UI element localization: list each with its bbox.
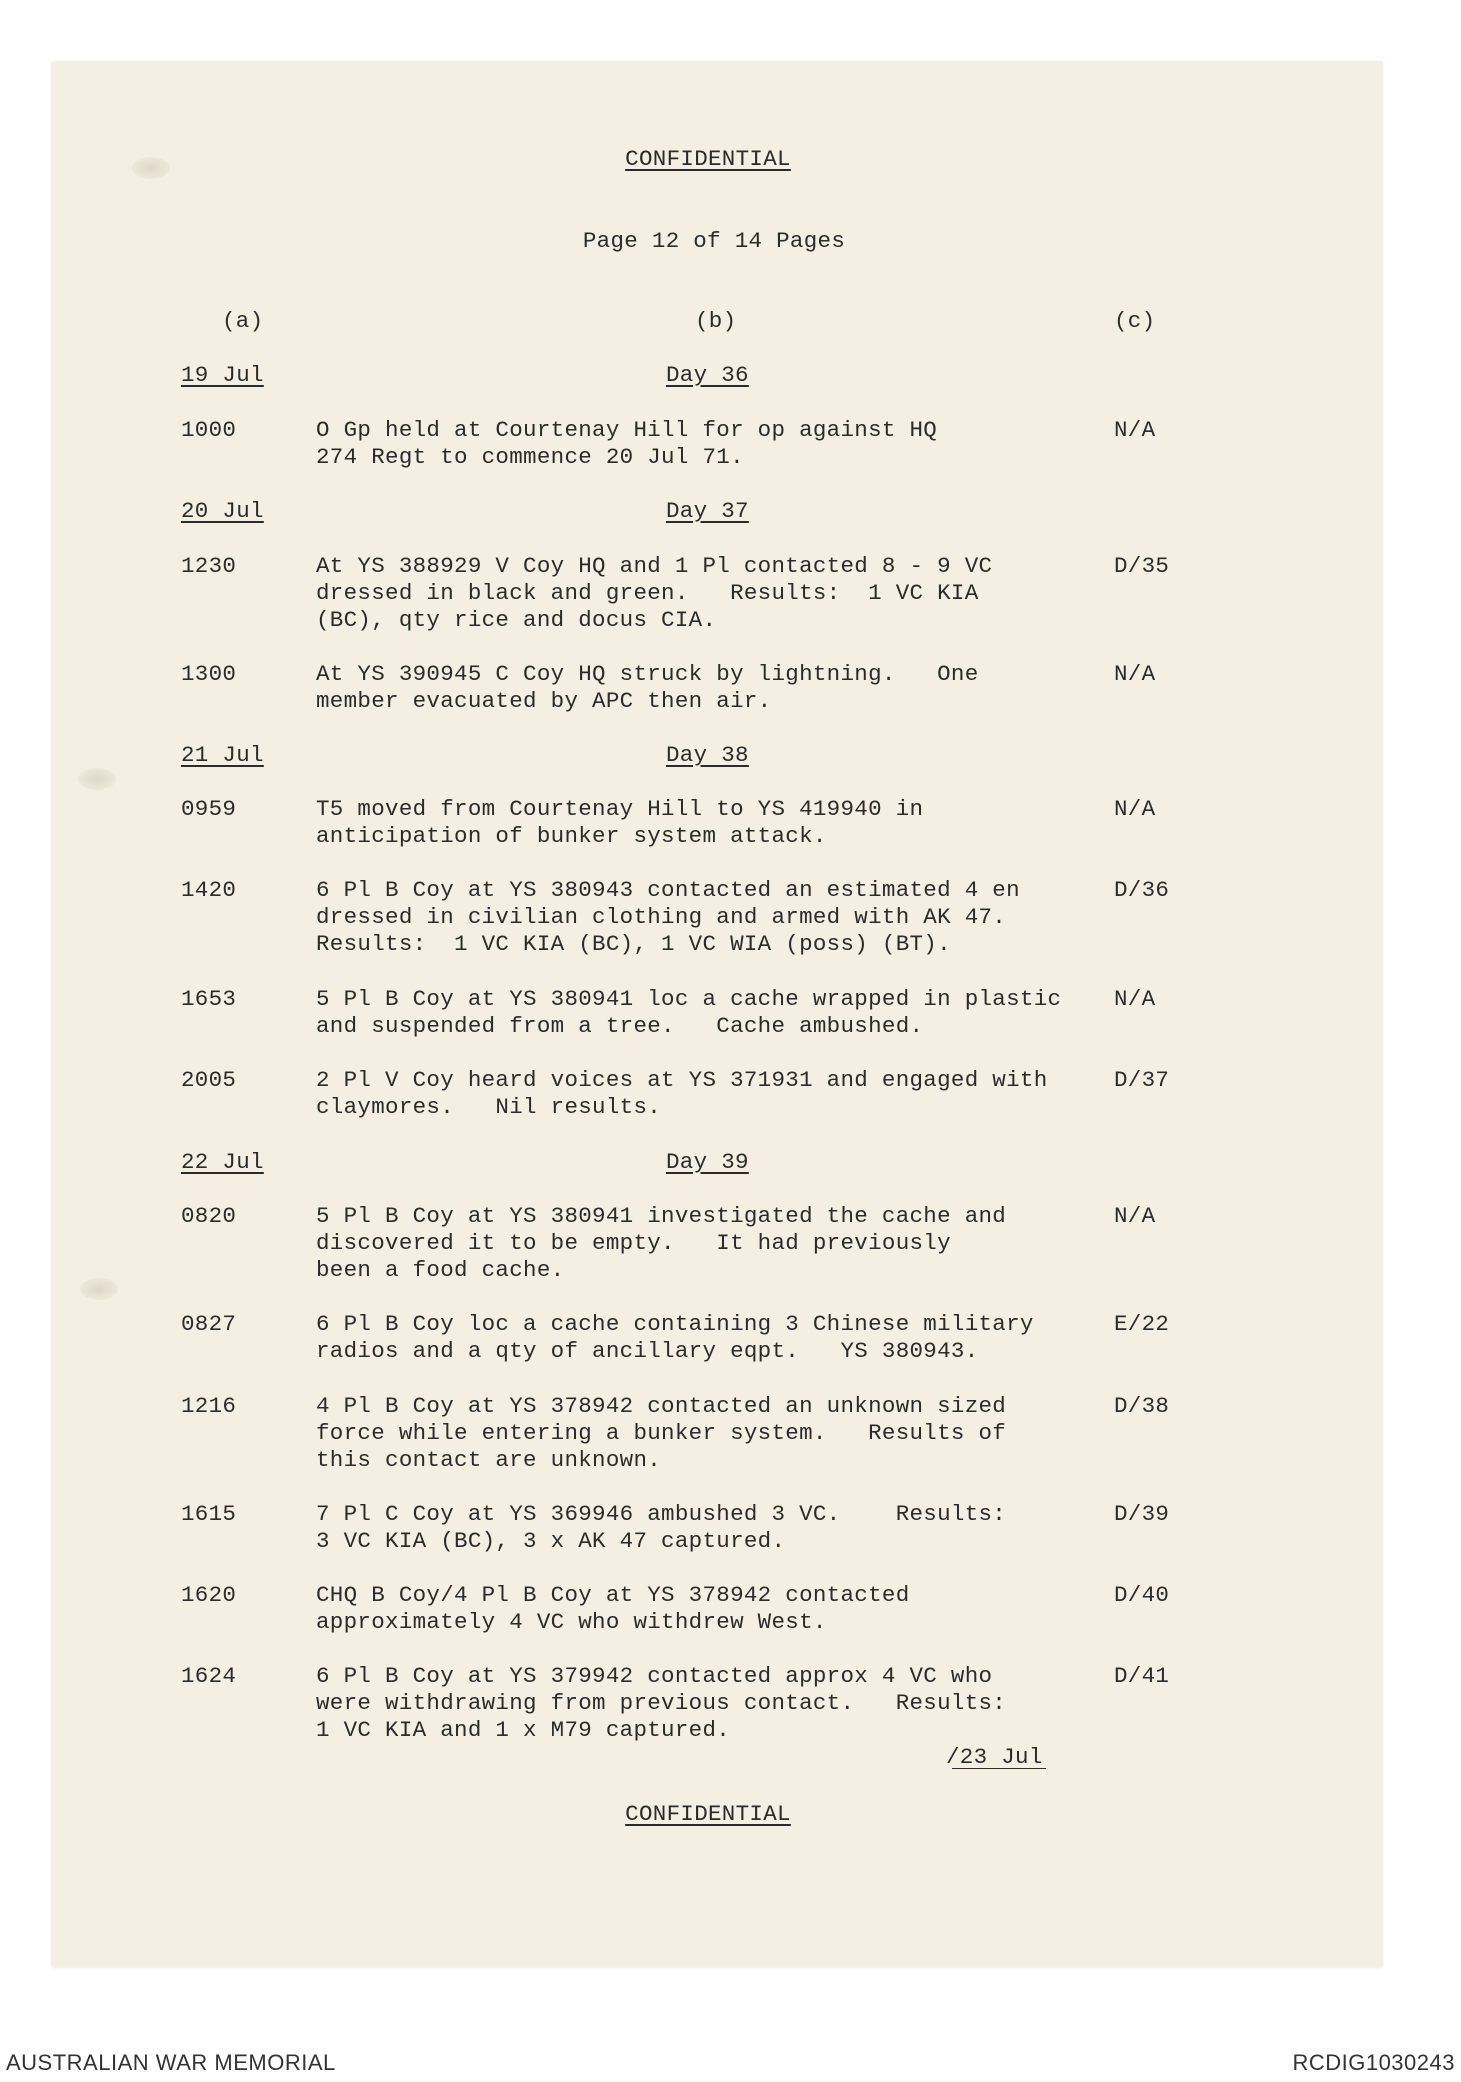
entry-ref: E/22 bbox=[1114, 1311, 1170, 1337]
column-heading-b: (b) bbox=[695, 308, 737, 334]
day-heading: Day 39 bbox=[666, 1149, 749, 1175]
entry-text: 7 Pl C Coy at YS 369946 ambushed 3 VC. Results: 3 VC KIA (BC), 3 x AK 47 captured. bbox=[316, 1501, 1007, 1554]
entry-ref: D/35 bbox=[1114, 553, 1170, 579]
entry-ref: N/A bbox=[1114, 1203, 1156, 1229]
entry-ref: D/37 bbox=[1114, 1067, 1170, 1093]
day-heading: Day 37 bbox=[666, 498, 749, 524]
entry-time: 1216 bbox=[181, 1393, 237, 1419]
entry-time: 1000 bbox=[181, 417, 237, 443]
entry-time: 1300 bbox=[181, 661, 237, 687]
entry-time: 0827 bbox=[181, 1311, 237, 1337]
entry-ref: N/A bbox=[1114, 796, 1156, 822]
punch-mark bbox=[80, 1278, 118, 1300]
entry-text: 5 Pl B Coy at YS 380941 investigated the cache and discovered it to be empty. It had previously been a food cache. bbox=[316, 1203, 1007, 1283]
entry-text: 4 Pl B Coy at YS 378942 contacted an unknown sized force while entering a bunker system. Results of this contact are unknown. bbox=[316, 1393, 1007, 1473]
punch-mark bbox=[78, 768, 116, 790]
entry-time: 0820 bbox=[181, 1203, 237, 1229]
entry-text: At YS 390945 C Coy HQ struck by lightning. One member evacuated by APC then air. bbox=[316, 661, 979, 714]
entry-time: 1620 bbox=[181, 1582, 237, 1608]
classification-footer: CONFIDENTIAL bbox=[625, 1801, 791, 1827]
classification-header: CONFIDENTIAL bbox=[625, 146, 791, 172]
column-heading-c: (c) bbox=[1114, 308, 1156, 334]
entry-time: 1624 bbox=[181, 1663, 237, 1689]
continuation-marker: /23 Jul bbox=[946, 1744, 1043, 1770]
date-heading: 19 Jul bbox=[181, 362, 264, 388]
entry-text: O Gp held at Courtenay Hill for op against HQ 274 Regt to commence 20 Jul 71. bbox=[316, 417, 938, 470]
punch-mark bbox=[132, 157, 170, 179]
day-heading: Day 36 bbox=[666, 362, 749, 388]
entry-text: At YS 388929 V Coy HQ and 1 Pl contacted 8 - 9 VC dressed in black and green. Results: 1 VC KIA (BC), qty rice and docus CIA. bbox=[316, 553, 993, 633]
entry-time: 1615 bbox=[181, 1501, 237, 1527]
archive-label-left: AUSTRALIAN WAR MEMORIAL bbox=[6, 2050, 336, 2075]
continuation-underline bbox=[952, 1768, 1046, 1769]
date-heading: 20 Jul bbox=[181, 498, 264, 524]
entry-time: 1653 bbox=[181, 986, 237, 1012]
date-heading: 21 Jul bbox=[181, 742, 264, 768]
entry-ref: D/38 bbox=[1114, 1393, 1170, 1419]
entry-ref: D/40 bbox=[1114, 1582, 1170, 1608]
entry-time: 1230 bbox=[181, 553, 237, 579]
column-heading-a: (a) bbox=[222, 308, 264, 334]
page-indicator: Page 12 of 14 Pages bbox=[582, 228, 846, 254]
entry-text: CHQ B Coy/4 Pl B Coy at YS 378942 contacted approximately 4 VC who withdrew West. bbox=[316, 1582, 910, 1635]
entry-ref: D/41 bbox=[1114, 1663, 1170, 1689]
entry-time: 2005 bbox=[181, 1067, 237, 1093]
entry-text: 6 Pl B Coy loc a cache containing 3 Chinese military radios and a qty of ancillary eqpt. YS 380943. bbox=[316, 1311, 1034, 1364]
entry-ref: D/36 bbox=[1114, 877, 1170, 903]
entry-ref: N/A bbox=[1114, 417, 1156, 443]
entry-ref: N/A bbox=[1114, 986, 1156, 1012]
entry-text: 5 Pl B Coy at YS 380941 loc a cache wrapped in plastic and suspended from a tree. Cache ambushed. bbox=[316, 986, 1062, 1039]
entry-ref: D/39 bbox=[1114, 1501, 1170, 1527]
entry-time: 0959 bbox=[181, 796, 237, 822]
entry-text: 2 Pl V Coy heard voices at YS 371931 and engaged with claymores. Nil results. bbox=[316, 1067, 1048, 1120]
entry-text: 6 Pl B Coy at YS 379942 contacted approx 4 VC who were withdrawing from previous contact. Results: 1 VC KIA and 1 x M79 captured. bbox=[316, 1663, 1007, 1743]
entry-text: 6 Pl B Coy at YS 380943 contacted an estimated 4 en dressed in civilian clothing and armed with AK 47. Results: 1 VC KIA (BC), 1 VC WIA (poss) (BT). bbox=[316, 877, 1020, 957]
entry-ref: N/A bbox=[1114, 661, 1156, 687]
day-heading: Day 38 bbox=[666, 742, 749, 768]
date-heading: 22 Jul bbox=[181, 1149, 264, 1175]
entry-text: T5 moved from Courtenay Hill to YS 419940 in anticipation of bunker system attack. bbox=[316, 796, 924, 849]
entry-time: 1420 bbox=[181, 877, 237, 903]
archive-label-right: RCDIG1030243 bbox=[1292, 2050, 1455, 2075]
